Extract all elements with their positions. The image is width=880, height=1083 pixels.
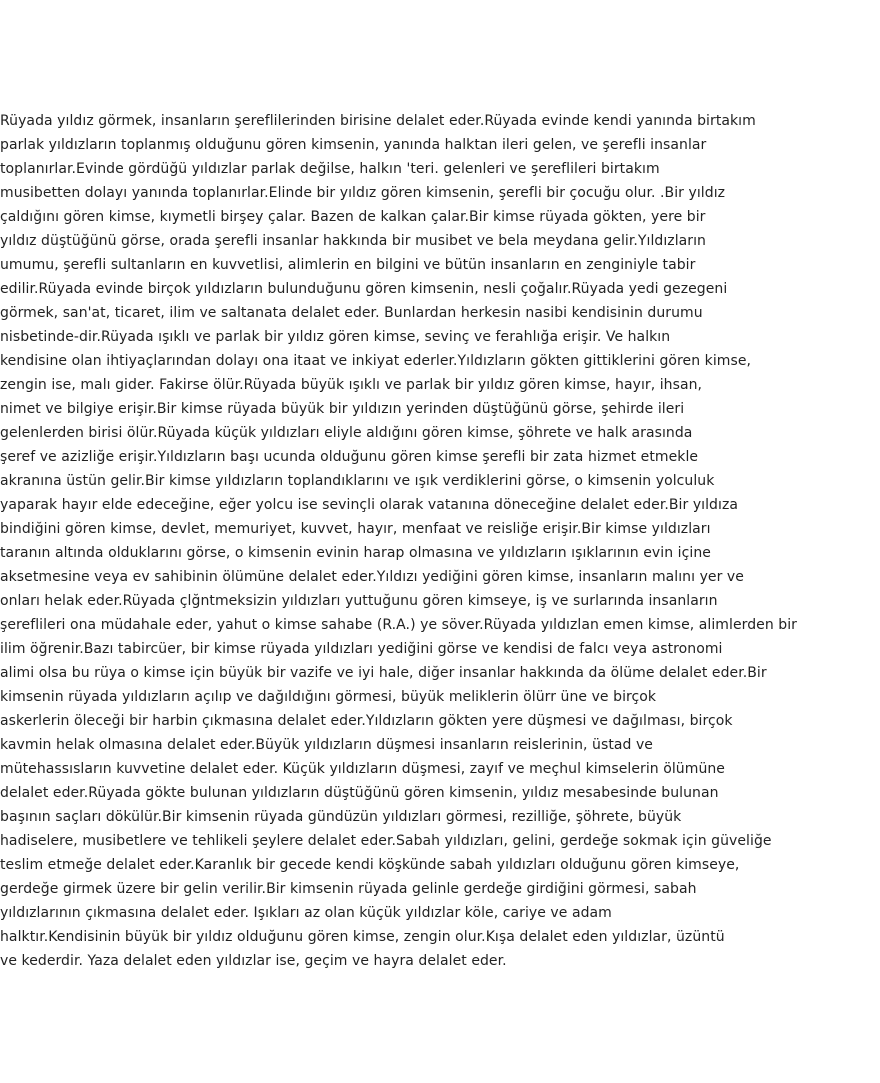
text-line: görmek, san'at, ticaret, ilim ve saltanata delalet eder. Bunlardan herkesin nasibi kendisinin durumu xyxy=(0,305,703,321)
text-line: yıldız düştüğünü görse, orada şerefli insanlar hakkında bir musibet ve bela meydana gelir.Yıldızların xyxy=(0,233,706,249)
text-line: musibetten dolayı yanında toplanırlar.Elinde bir yıldız gören kimsenin, şerefli bir çocuğu olur. .Bir yıldız xyxy=(0,185,726,201)
text-line: parlak yıldızların toplanmış olduğunu gören kimsenin, yanında halktan ileri gelen, ve şerefli insanlar xyxy=(0,137,707,153)
text-line: aksetmesine veya ev sahibinin ölümüne delalet eder.Yıldızı yediğini gören kimse, insanların malını yer ve xyxy=(0,569,744,585)
text-line: şeref ve azizliğe erişir.Yıldızların başı ucunda olduğunu gören kimse şerefli bir zata hizmet etmekle xyxy=(0,449,699,465)
text-line: alimi olsa bu rüya o kimse için büyük bir vazife ve iyi hale, diğer insanlar hakkında da ölüme delalet eder.Bir xyxy=(0,665,767,681)
text-line: bindiğini gören kimse, devlet, memuriyet, kuvvet, hayır, menfaat ve reisliğe erişir.Bir kimse yıldızları xyxy=(0,521,711,537)
text-line: edilir.Rüyada evinde birçok yıldızların bulunduğunu gören kimsenin, nesli çoğalır.Rüyada yedi gezegeni xyxy=(0,281,728,297)
text-line: taranın altında olduklarını görse, o kimsenin evinin harap olmasına ve yıldızların ışıklarının evin içine xyxy=(0,545,711,561)
text-line: başının saçları dökülür.Bir kimsenin rüyada gündüzün yıldızları görmesi, rezilliğe, şöhrete, büyük xyxy=(0,809,682,825)
text-line: teslim etmeğe delalet eder.Karanlık bir gecede kendi köşkünde sabah yıldızları olduğunu gören kimseye, xyxy=(0,857,740,873)
text-line: kendisine olan ihtiyaçlarından dolayı ona itaat ve inkiyat ederler.Yıldızların gökten gittiklerini gören kimse, xyxy=(0,353,752,369)
text-line: ilim öğrenir.Bazı tabircüer, bir kimse rüyada yıldızları yediğini görse ve kendisi de falcı veya astronomi xyxy=(0,641,723,657)
article-body xyxy=(0,109,880,973)
text-line: yıldızlarının çıkmasına delalet eder. Işıkları az olan küçük yıldızlar köle, cariye ve adam xyxy=(0,905,612,921)
text-line: onları helak eder.Rüyada çlğntmeksizin yıldızları yuttuğunu gören kimseye, iş ve surlarında insanların xyxy=(0,593,718,609)
text-line: çaldığını gören kimse, kıymetli birşey çalar. Bazen de kalkan çalar.Bir kimse rüyada gökten, yere bir xyxy=(0,209,706,225)
text-line: gerdeğe girmek üzere bir gelin verilir.Bir kimsenin rüyada gelinle gerdeğe girdiğini görmesi, sabah xyxy=(0,881,697,897)
text-line: ve kederdir. Yaza delalet eden yıldızlar ise, geçim ve hayra delalet eder. xyxy=(0,953,507,969)
text-line: yaparak hayır elde edeceğine, eğer yolcu ise sevinçli olarak vatanına döneceğine delalet eder.Bir yıldıza xyxy=(0,497,739,513)
text-line: gelenlerden birisi ölür.Rüyada küçük yıldızları eliyle aldığını gören kimse, şöhrete ve halk arasında xyxy=(0,425,693,441)
text-line: kimsenin rüyada yıldızların açılıp ve dağıldığını görmesi, büyük meliklerin ölürr üne ve birçok xyxy=(0,689,657,705)
text-line: zengin ise, malı gider. Fakirse ölür.Rüyada büyük ışıklı ve parlak bir yıldız gören kimse, hayır, ihsan, xyxy=(0,377,703,393)
text-line: nimet ve bilgiye erişir.Bir kimse rüyada büyük bir yıldızın yerinden düştüğünü görse, şehirde ileri xyxy=(0,401,685,417)
text-line: mütehassısların kuvvetine delalet eder. Küçük yıldızların düşmesi, zayıf ve meçhul kimselerin ölümüne xyxy=(0,761,725,777)
text-line: askerlerin öleceği bir harbin çıkmasına delalet eder.Yıldızların gökten yere düşmesi ve dağılması, birçok xyxy=(0,713,733,729)
text-line: delalet eder.Rüyada gökte bulunan yıldızların düştüğünü gören kimsenin, yıldız mesabesinde bulunan xyxy=(0,785,719,801)
text-line: toplanırlar.Evinde gördüğü yıldızlar parlak değilse, halkın 'teri. gelenleri ve şereflileri birtakım xyxy=(0,161,660,177)
text-line: hadiselere, musibetlere ve tehlikeli şeylere delalet eder.Sabah yıldızları, gelini, gerdeğe sokmak için güveliğe xyxy=(0,833,772,849)
text-line: akranına üstün gelir.Bir kimse yıldızların toplandıklarını ve ışık verdiklerini görse, o kimsenin yolculuk xyxy=(0,473,715,489)
text-line: umumu, şerefli sultanların en kuvvetlisi, alimlerin en bilgini ve bütün insanların en zenginiyle tabir xyxy=(0,257,696,273)
text-line: şereflileri ona müdahale eder, yahut o kimse sahabe (R.A.) ye söver.Rüyada yıldızlan emen kimse, alimlerden bir xyxy=(0,617,797,633)
text-line: nisbetinde-dir.Rüyada ışıklı ve parlak bir yıldız gören kimse, sevinç ve ferahlığa erişir. Ve halkın xyxy=(0,329,671,345)
text-line: kavmin helak olmasına delalet eder.Büyük yıldızların düşmesi insanların reislerinin, üstad ve xyxy=(0,737,653,753)
text-line: halktır.Kendisinin büyük bir yıldız olduğunu gören kimse, zengin olur.Kışa delalet eden yıldızlar, üzüntü xyxy=(0,929,725,945)
text-line: Rüyada yıldız görmek, insanların şereflilerinden birisine delalet eder.Rüyada evinde kendi yanında birtakım xyxy=(0,113,756,129)
